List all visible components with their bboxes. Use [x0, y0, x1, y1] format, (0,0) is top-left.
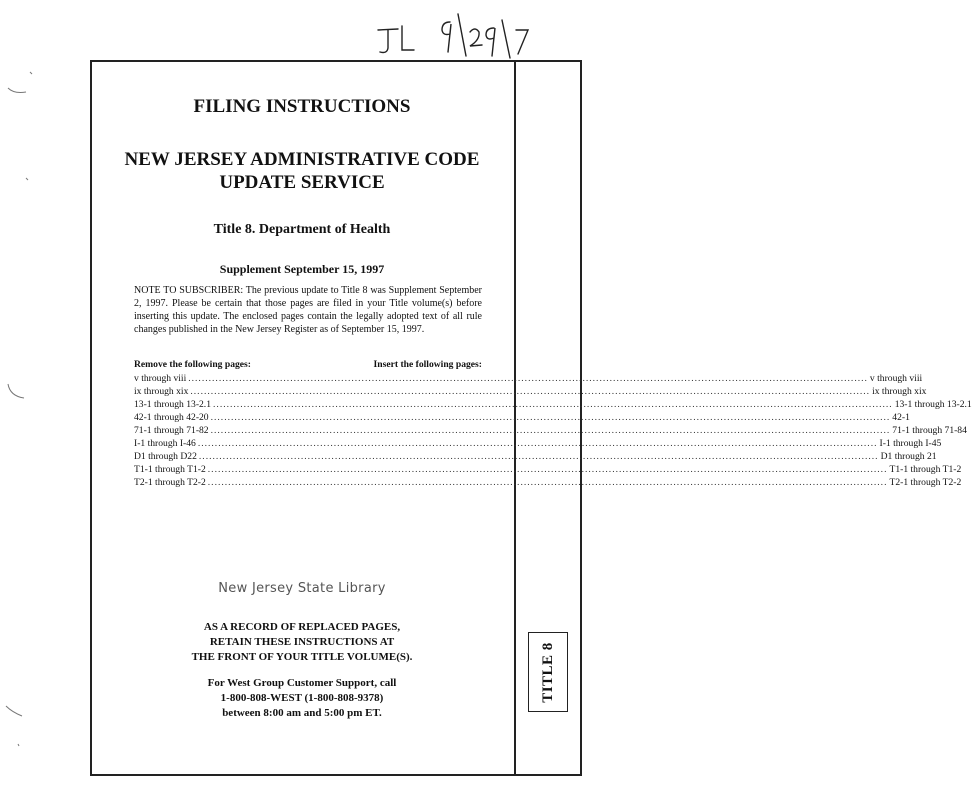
table-row [134, 424, 967, 437]
code-title-line-1: NEW JERSEY ADMINISTRATIVE CODE [124, 149, 480, 170]
remove-pages-cell: v through viii [134, 373, 187, 384]
insert-header: Insert the following pages: [373, 359, 482, 370]
subscriber-note: NOTE TO SUBSCRIBER: The previous update to Title 8 was Supplement September 2, 1997. Please be certain that those pages are filed in your Title volume(s) before inserting this update. The enclosed pages contain the legally adopted text of all rule changes published in the New Jersey Register as of September 15, 1997. [134, 285, 482, 335]
insert-pages-cell: T2-1 through T2-2 [889, 477, 962, 488]
page-title: FILING INSTRUCTIONS [193, 96, 411, 117]
table-row [134, 463, 962, 476]
insert-pages-cell: T1-1 through T1-2 [889, 464, 962, 475]
instructions-content [92, 62, 972, 774]
support-line-1: For West Group Customer Support, call [207, 677, 397, 689]
leader-dots: ........................................................................................................................................................................................................ [210, 412, 891, 423]
supplement-date: Supplement September 15, 1997 [219, 262, 385, 276]
code-title [92, 148, 512, 194]
scan-margin-marks [0, 0, 40, 800]
leader-dots: ........................................................................................................................................................................................................ [213, 399, 893, 410]
code-title-line-2: UPDATE SERVICE [219, 172, 385, 193]
leader-dots: ........................................................................................................................................................................................................ [207, 464, 888, 475]
table-row [134, 398, 972, 411]
remove-pages-cell: I-1 through I-46 [134, 438, 196, 449]
support-hours: between 8:00 am and 5:00 pm ET. [222, 707, 382, 719]
leader-dots: ........................................................................................................................................................................................................ [188, 373, 868, 384]
insert-pages-cell: I-1 through I-45 [879, 438, 942, 449]
record-line-2: RETAIN THESE INSTRUCTIONS AT [209, 636, 395, 648]
record-line-1: AS A RECORD OF REPLACED PAGES, [203, 621, 401, 633]
insert-pages-cell: D1 through 21 [880, 451, 937, 462]
leader-dots: ........................................................................................................................................................................................................ [207, 477, 888, 488]
side-tab-label: TITLE 8 [539, 641, 556, 703]
remove-pages-cell: T1-1 through T1-2 [134, 464, 206, 475]
table-row [134, 450, 937, 463]
title-side-tab [528, 632, 568, 712]
insert-pages-cell: 13-1 through 13-2.1 [894, 399, 972, 410]
table-row [134, 372, 923, 385]
remove-pages-cell: 71-1 through 71-82 [134, 425, 209, 436]
customer-support [92, 676, 512, 721]
table-row [134, 385, 927, 398]
leader-dots: ........................................................................................................................................................................................................ [197, 438, 878, 449]
remove-pages-cell: 13-1 through 13-2.1 [134, 399, 212, 410]
insert-pages-cell: 42-1 [892, 412, 910, 423]
leader-dots: ........................................................................................................................................................................................................ [190, 386, 871, 397]
remove-pages-cell: T2-1 through T2-2 [134, 477, 206, 488]
page-replacement-table [134, 358, 972, 489]
leader-dots: ........................................................................................................................................................................................................ [210, 425, 891, 436]
table-header [134, 358, 482, 372]
insert-pages-cell: ix through xix [872, 386, 927, 397]
leader-dots: ........................................................................................................................................................................................................ [198, 451, 879, 462]
record-line-3: THE FRONT OF YOUR TITLE VOLUME(S). [191, 651, 413, 663]
record-instructions [92, 620, 512, 665]
library-stamp: New Jersey State Library [218, 581, 386, 596]
insert-pages-cell: v through viii [869, 373, 923, 384]
remove-pages-cell: 42-1 through 42-20 [134, 412, 209, 423]
table-row [134, 437, 942, 450]
insert-pages-cell: 71-1 through 71-84 [892, 425, 967, 436]
support-phone: 1-800-808-WEST (1-800-808-9378) [220, 692, 384, 704]
remove-header: Remove the following pages: [134, 359, 251, 370]
remove-pages-cell: ix through xix [134, 386, 189, 397]
table-rows [134, 372, 972, 489]
table-row [134, 411, 910, 424]
table-row [134, 476, 962, 489]
handwritten-initials-date [372, 10, 552, 60]
department-heading: Title 8. Department of Health [213, 222, 391, 237]
remove-pages-cell: D1 through D22 [134, 451, 197, 462]
